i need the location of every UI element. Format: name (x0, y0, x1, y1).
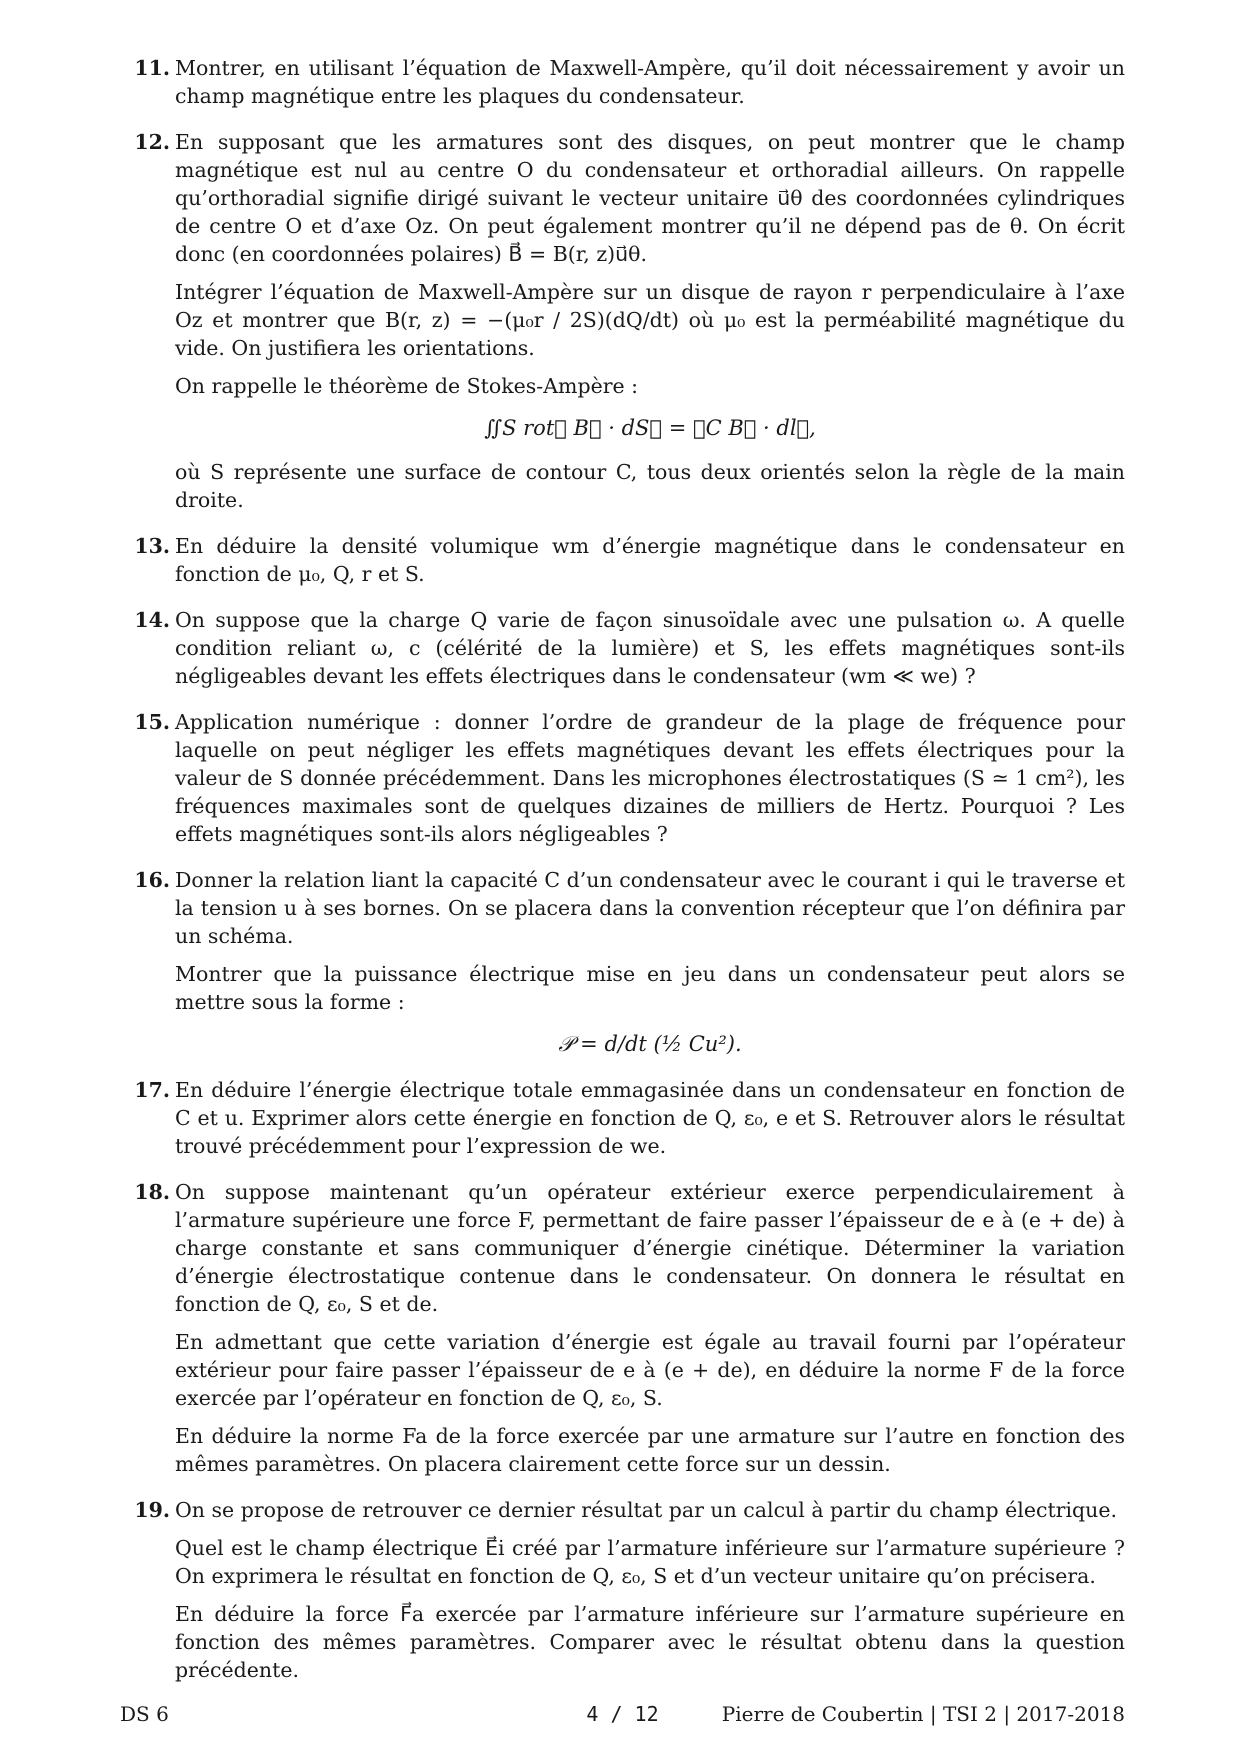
question-13 (130, 532, 1125, 588)
question-text: Intégrer l’équation de Maxwell-Ampère sur un disque de rayon r perpendiculaire à l’axe Oz et montrer que B(r, z) = −(μ₀r / 2S)(dQ/dt) où μ₀ est la perméabilité magnétique du vide. On justifiera les orientations. (175, 280, 1125, 360)
question-number: 17. (134, 1078, 170, 1102)
question-text: En déduire la norme Fa de la force exercée par une armature sur l’autre en fonction des mêmes paramètres. On placera clairement cette force sur un dessin. (175, 1424, 1125, 1476)
question-text: Montrer, en utilisant l’équation de Maxwell-Ampère, qu’il doit nécessairement y avoir un champ magnétique entre les plaques du condensateur. (175, 56, 1125, 108)
question-number: 14. (134, 608, 170, 632)
question-text: En déduire l’énergie électrique totale emmagasinée dans un condensateur en fonction de C et u. Exprimer alors cette énergie en fonction de Q, ε₀, e et S. Retrouver alors le résultat trouvé précédemment pour l’expression de we. (175, 1078, 1125, 1158)
question-18 (130, 1178, 1125, 1478)
question-19 (130, 1496, 1125, 1684)
stokes-equation: ∬S rot⃗ B⃗ · dS⃗ = ∮C B⃗ · dl⃗, (484, 416, 816, 440)
question-number: 11. (134, 56, 170, 80)
question-text: En supposant que les armatures sont des disques, on peut montrer que le champ magnétique est nul au centre O du condensateur et orthoradial ailleurs. On rappelle qu’orthoradial signifie dirigé suivant le vecteur unitaire u⃗θ des coordonnées cylindriques de centre O et d’axe Oz. On peut également montrer qu’il ne dépend pas de θ. On écrit donc (en coordonnées polaires) B⃗ = B(r, z)u⃗θ. (175, 130, 1125, 266)
question-text: En déduire la force F⃗a exercée par l’armature inférieure sur l’armature supérieure en fonction des mêmes paramètres. Comparer avec le résultat obtenu dans la question précédente. (175, 1602, 1125, 1682)
question-text: Application numérique : donner l’ordre de grandeur de la plage de fréquence pour laquelle on peut négliger les effets magnétiques devant les effets électriques pour la valeur de S donnée précédemment. Dans les microphones électrostatiques (S ≃ 1 cm²), les fréquences maximales sont de quelques dizaines de milliers de Hertz. Pourquoi ? Les effets magnétiques sont-ils alors négligeables ? (175, 710, 1125, 846)
question-number: 12. (134, 130, 170, 154)
question-17 (130, 1076, 1125, 1160)
question-number: 19. (134, 1498, 170, 1522)
question-12 (130, 128, 1125, 514)
question-text: Montrer que la puissance électrique mise en jeu dans un condensateur peut alors se mettre sous la forme : (175, 962, 1125, 1014)
question-text: En admettant que cette variation d’énergie est égale au travail fourni par l’opérateur extérieur pour faire passer l’épaisseur de e à (e + de), en déduire la norme F de la force exercée par l’opérateur en fonction de Q, ε₀, S. (175, 1330, 1125, 1410)
question-text: On suppose que la charge Q varie de façon sinusoïdale avec une pulsation ω. A quelle condition reliant ω, c (célérité de la lumière) et S, les effets magnétiques sont-ils négligeables devant les effets électriques dans le condensateur (wm ≪ we) ? (175, 608, 1125, 688)
question-text: Donner la relation liant la capacité C d’un condensateur avec le courant i qui le traverse et la tension u à ses bornes. On se placera dans la convention récepteur que l’on définira par un schéma. (175, 868, 1125, 948)
question-14 (130, 606, 1125, 690)
question-number: 13. (134, 534, 170, 558)
footer-exam-label: DS 6 (120, 1702, 169, 1726)
question-text: On suppose maintenant qu’un opérateur extérieur exerce perpendiculairement à l’armature supérieure une force F, permettant de faire passer l’épaisseur de e à (e + de) à charge constante et sans communiquer d’énergie cinétique. Déterminer la variation d’énergie électrostatique contenue dans le condensateur. On donnera le résultat en fonction de Q, ε₀, S et de. (175, 1180, 1125, 1316)
question-text: Quel est le champ électrique E⃗i créé par l’armature inférieure sur l’armature supérieure ? On exprimera le résultat en fonction de Q, ε₀, S et d’un vecteur unitaire qu’on précisera. (175, 1536, 1125, 1588)
question-11 (130, 54, 1125, 110)
power-equation: 𝒫 = d/dt (½ Cu²). (558, 1032, 742, 1056)
question-text: On se propose de retrouver ce dernier résultat par un calcul à partir du champ électrique. (175, 1498, 1118, 1522)
footer-school: Pierre de Coubertin | TSI 2 | 2017-2018 (721, 1702, 1125, 1726)
question-text: où S représente une surface de contour C, tous deux orientés selon la règle de la main droite. (175, 460, 1125, 512)
question-number: 16. (134, 868, 170, 892)
exercise-page (130, 54, 1125, 1702)
question-number: 18. (134, 1180, 170, 1204)
footer-page-number: 4 / 12 (586, 1702, 659, 1726)
question-15 (130, 708, 1125, 848)
question-16 (130, 866, 1125, 1058)
question-text: En déduire la densité volumique wm d’énergie magnétique dans le condensateur en fonction de μ₀, Q, r et S. (175, 534, 1125, 586)
question-text: On rappelle le théorème de Stokes-Ampère : (175, 374, 639, 398)
question-number: 15. (134, 710, 170, 734)
